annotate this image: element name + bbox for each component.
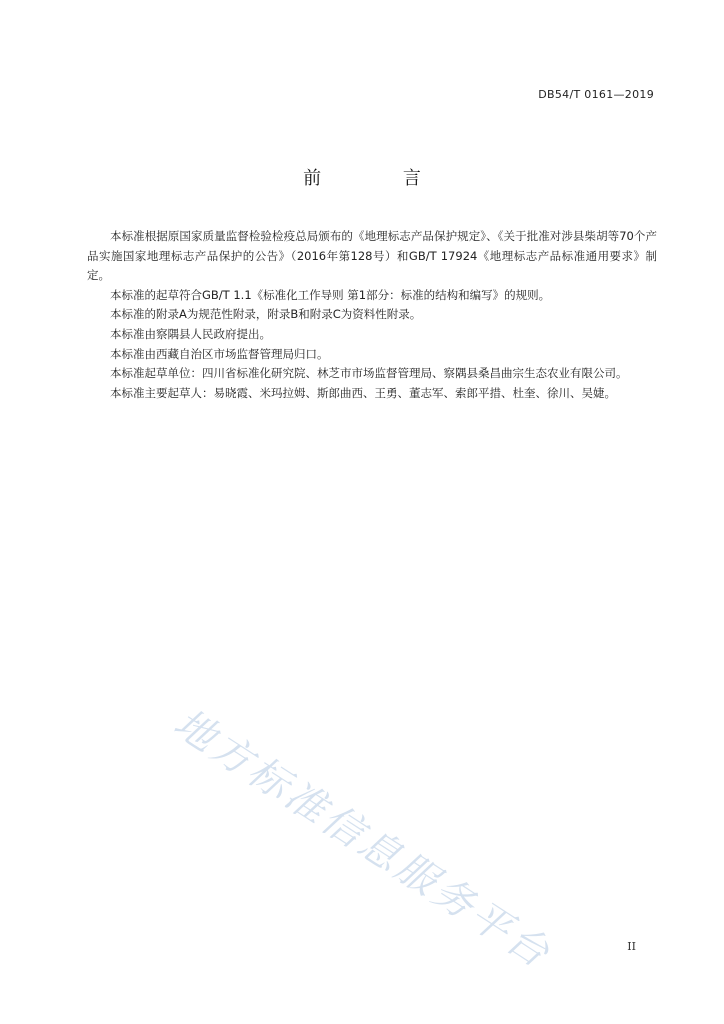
paragraph-drafting-rules: 本标准的起草符合GB/T 1.1《标准化工作导则 第1部分：标准的结构和编写》的规则。 xyxy=(110,287,551,302)
foreword-body xyxy=(87,227,657,403)
paragraph-proposer: 本标准由察隅县人民政府提出。 xyxy=(110,326,271,341)
paragraph-administrator: 本标准由西藏自治区市场监督管理局归口。 xyxy=(110,346,329,361)
page-number: II xyxy=(627,940,636,953)
paragraph-drafters: 本标准主要起草人：易晓霞、米玛拉姆、斯郎曲西、王勇、董志军、索郎平措、杜奎、徐川、吴婕。 xyxy=(110,385,616,400)
paragraph-drafting-units: 本标准起草单位：四川省标准化研究院、林芝市市场监督管理局、察隅县桑昌曲宗生态农业有限公司。 xyxy=(110,366,628,381)
standard-code: DB54/T 0161—2019 xyxy=(538,88,654,101)
paragraph-appendix: 本标准的附录A为规范性附录，附录B和附录C为资料性附录。 xyxy=(110,307,422,322)
paragraph-basis: 本标准根据原国家质量监督检验检疫总局颁布的《地理标志产品保护规定》、《关于批准对涉县柴胡等70个产品实施国家地理标志产品保护的公告》（2016年第128号）和GB/T 17924《地理标志产品标准通用要求》制定。 xyxy=(87,229,657,283)
page-title: 前 言 xyxy=(303,168,459,189)
watermark: 地方标准信息服务平台 xyxy=(165,700,560,979)
